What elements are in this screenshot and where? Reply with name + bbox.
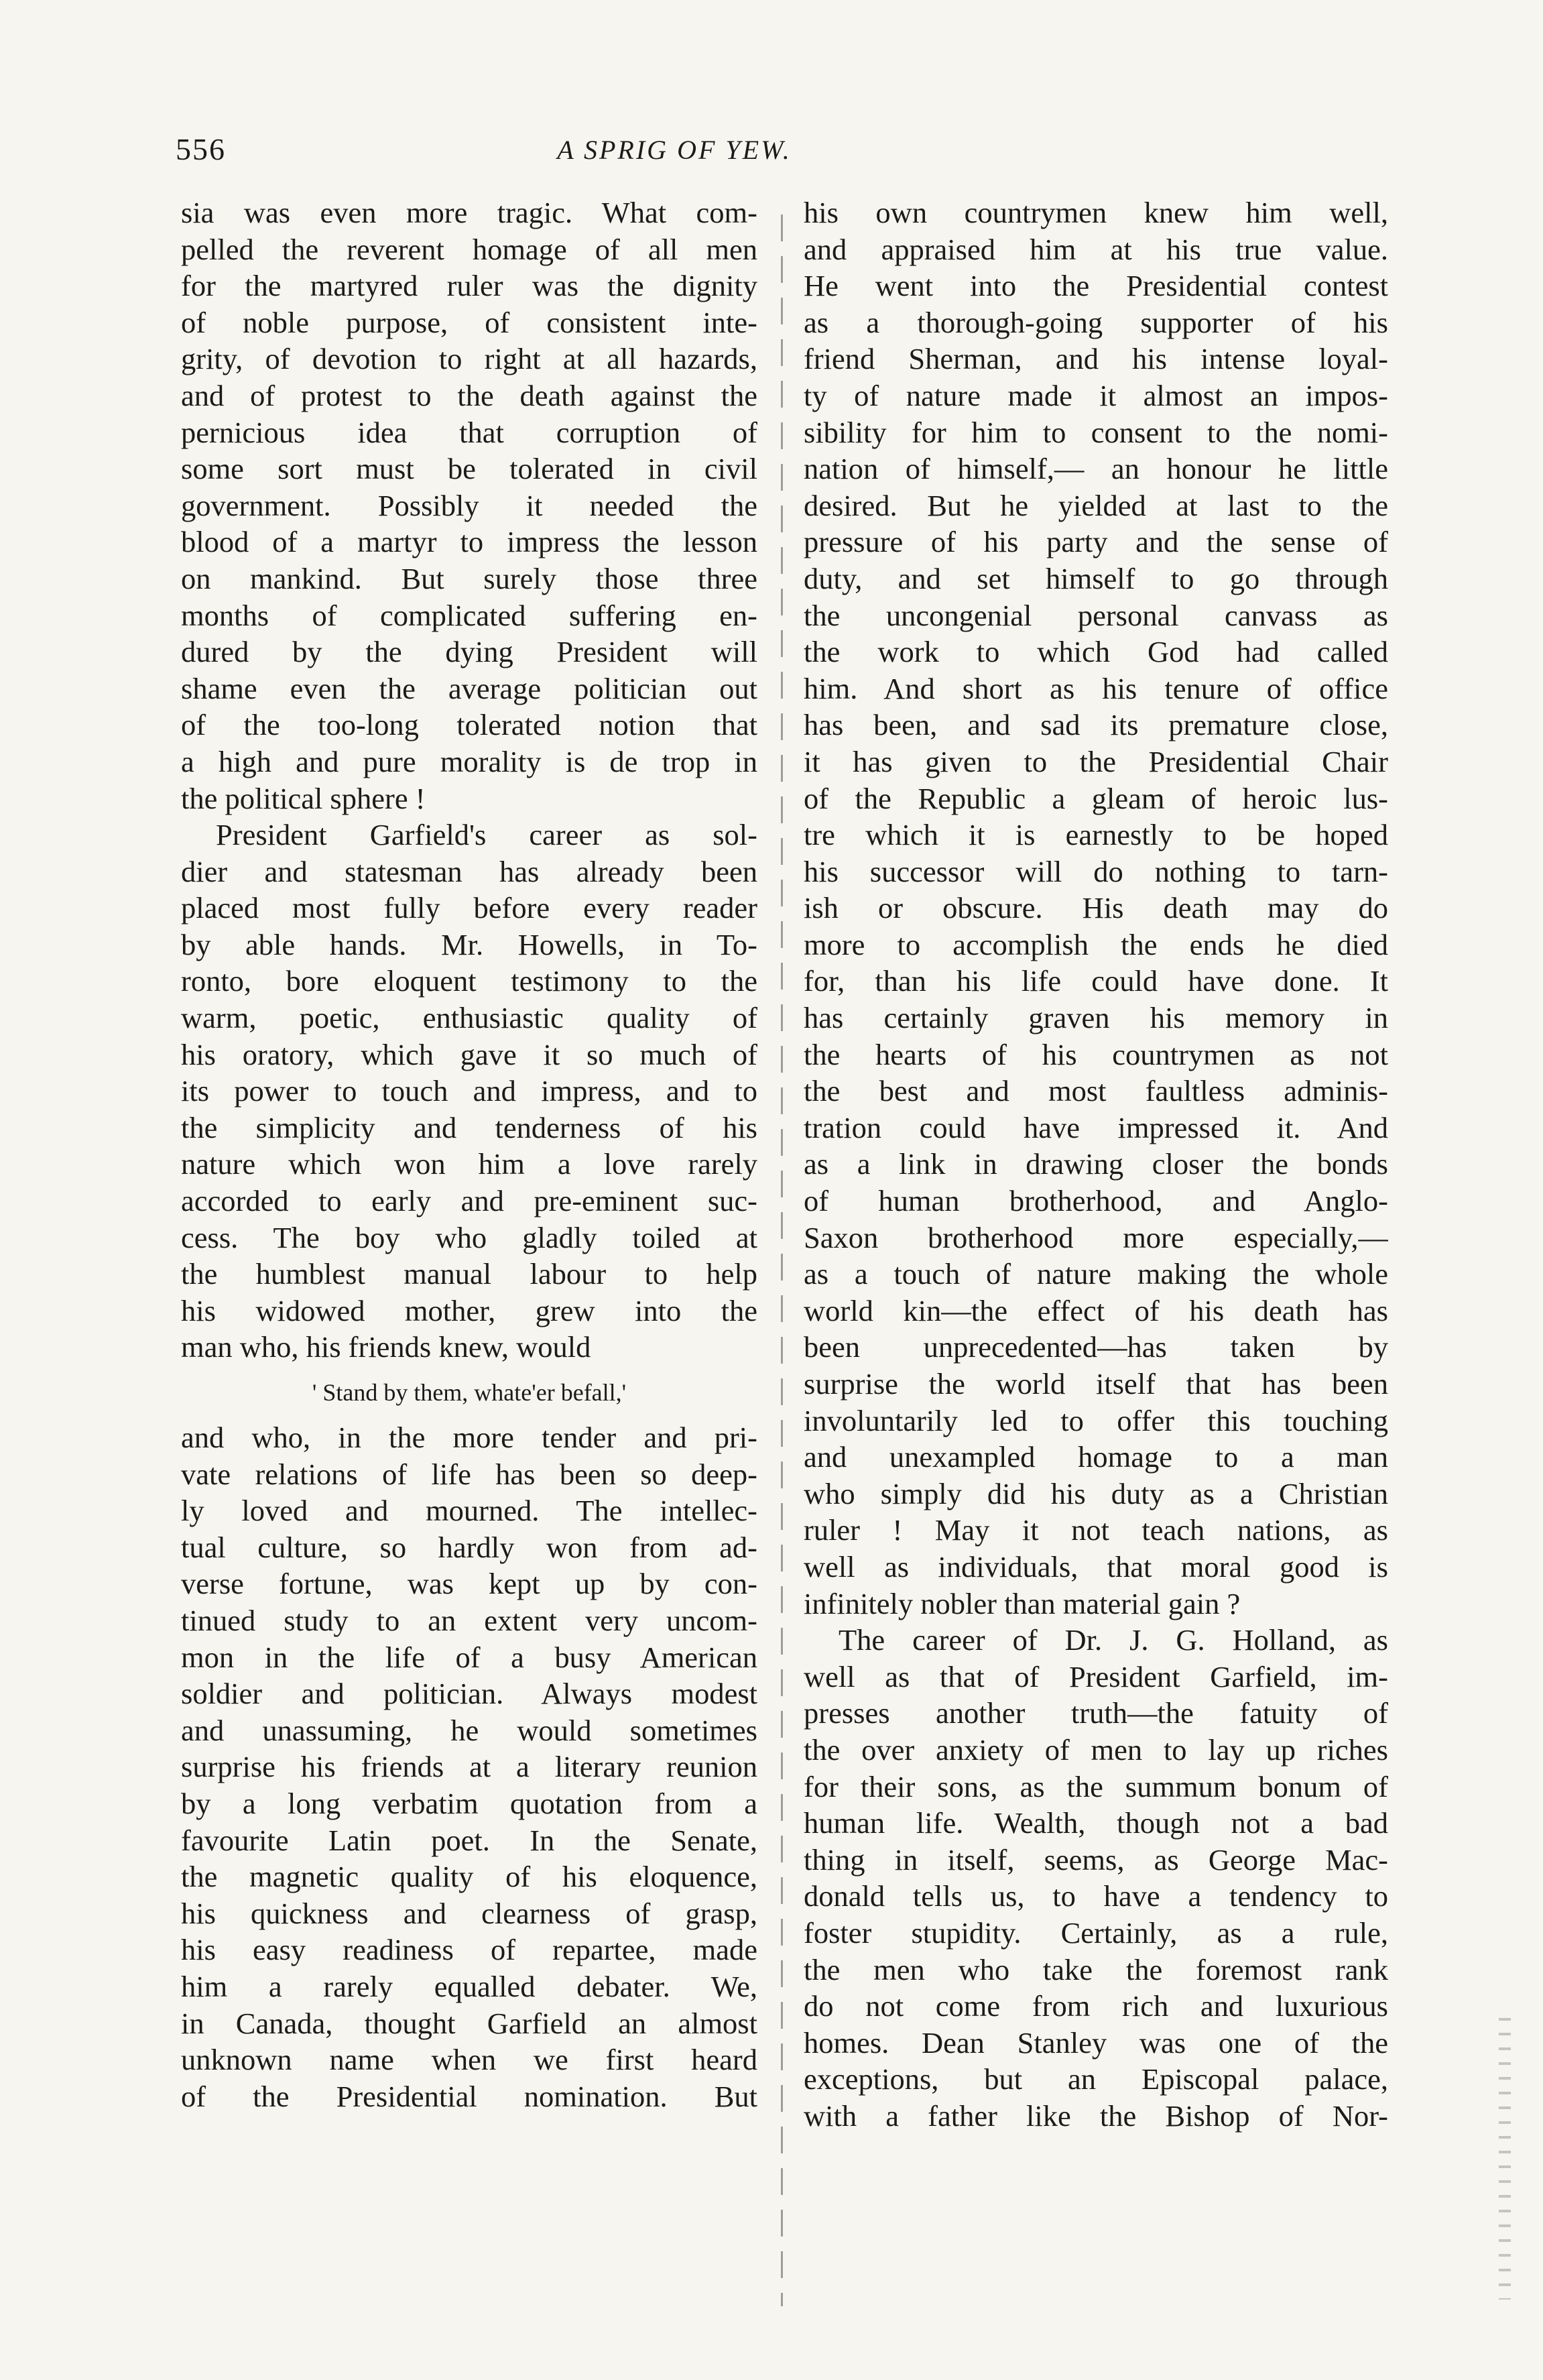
text-line: unknown name when we first heard xyxy=(181,2043,757,2077)
text-line: surprise his friends at a literary reunion xyxy=(181,1750,757,1784)
text-line: duty, and set himself to go through xyxy=(804,561,1388,595)
text-line: tre which it is earnestly to be hoped xyxy=(804,818,1388,852)
text-line: and of protest to the death against the xyxy=(181,378,757,412)
text-line: dier and statesman has already been xyxy=(181,854,757,888)
text-line: of human brotherhood, and Anglo- xyxy=(804,1184,1388,1218)
text-line: infinitely nobler than material gain ? xyxy=(804,1586,1241,1620)
text-line: with a father like the Bishop of Nor- xyxy=(804,2098,1388,2133)
text-line: ty of nature made it almost an impos- xyxy=(804,378,1388,412)
text-line: for the martyred ruler was the dignity xyxy=(181,269,757,303)
page-edge-marks xyxy=(1499,2018,1511,2300)
text-line: his own countrymen knew him well, xyxy=(804,196,1388,229)
text-line: homes. Dean Stanley was one of the xyxy=(804,2025,1388,2060)
text-line: and appraised him at his true value. xyxy=(804,232,1388,266)
page-header xyxy=(176,131,932,178)
text-line: pernicious idea that corruption of xyxy=(181,415,757,449)
text-line: nation of himself,— an honour he little xyxy=(804,452,1388,486)
text-line: and unexampled homage to a man xyxy=(804,1440,1388,1474)
running-title: A SPRIG OF YEW. xyxy=(557,135,792,165)
text-line: desired. But he yielded at last to the xyxy=(804,488,1388,522)
text-line: ly loved and mourned. The intellec- xyxy=(181,1494,757,1528)
text-line: the hearts of his countrymen as not xyxy=(804,1037,1388,1071)
text-line: do not come from rich and luxurious xyxy=(804,1989,1388,2023)
text-line: favourite Latin poet. In the Senate, xyxy=(181,1823,757,1857)
text-line: and unassuming, he would sometimes xyxy=(181,1713,757,1747)
text-line: as a thorough-going supporter of his xyxy=(804,305,1388,339)
text-line: pelled the reverent homage of all men xyxy=(181,232,757,266)
text-line: by a long verbatim quotation from a xyxy=(181,1786,757,1820)
text-line: ruler ! May it not teach nations, as xyxy=(804,1513,1388,1547)
text-line: pressure of his party and the sense of xyxy=(804,525,1388,559)
text-line: as a link in drawing closer the bonds xyxy=(804,1147,1388,1181)
text-line: the over anxiety of men to lay up riches xyxy=(804,1732,1388,1767)
text-line: cess. The boy who gladly toiled at xyxy=(181,1220,757,1254)
text-line: Saxon brotherhood more especially,— xyxy=(804,1220,1388,1254)
text-line: vate relations of life has been so deep- xyxy=(181,1457,757,1491)
text-line: ronto, bore eloquent testimony to the xyxy=(181,964,757,998)
text-line: sia was even more tragic. What com- xyxy=(181,196,757,229)
left-column xyxy=(181,194,757,2115)
text-line: sibility for him to consent to the nomi- xyxy=(804,415,1388,449)
text-line: the political sphere ! xyxy=(181,781,426,815)
text-line: He went into the Presidential contest xyxy=(804,269,1388,303)
text-line: of the too-long tolerated notion that xyxy=(181,708,757,742)
text-line: of noble purpose, of consistent inte- xyxy=(181,305,757,339)
text-line: some sort must be tolerated in civil xyxy=(181,452,757,486)
text-line: warm, poetic, enthusiastic quality of xyxy=(181,1001,757,1035)
text-line: months of complicated suffering en- xyxy=(181,598,757,632)
text-line: its power to touch and impress, and to xyxy=(181,1074,757,1108)
page-number: 556 xyxy=(176,132,226,166)
text-line: been unprecedented—has taken by xyxy=(804,1330,1388,1364)
text-line: ish or obscure. His death may do xyxy=(804,891,1388,925)
text-line: grity, of devotion to right at all hazards, xyxy=(181,342,757,376)
text-line: nature which won him a love rarely xyxy=(181,1147,757,1181)
text-line: on mankind. But surely those three xyxy=(181,561,757,595)
text-line: surprise the world itself that has been xyxy=(804,1367,1388,1401)
text-line: and who, in the more tender and pri- xyxy=(181,1421,757,1454)
text-line: well as individuals, that moral good is xyxy=(804,1549,1388,1584)
text-line: by able hands. Mr. Howells, in To- xyxy=(181,927,757,961)
text-line: dured by the dying President will xyxy=(181,635,757,669)
text-line: soldier and politician. Always modest xyxy=(181,1677,757,1711)
text-line: mon in the life of a busy American xyxy=(181,1640,757,1674)
text-line: exceptions, but an Episcopal palace, xyxy=(804,2062,1388,2096)
text-line: of the Presidential nomination. But xyxy=(181,2079,757,2113)
text-line: presses another truth—the fatuity of xyxy=(804,1696,1388,1730)
text-line: verse fortune, was kept up by con- xyxy=(181,1567,757,1601)
text-line: the humblest manual labour to help xyxy=(181,1257,757,1291)
text-line: man who, his friends knew, would xyxy=(181,1330,591,1364)
text-line: friend Sherman, and his intense loyal- xyxy=(804,342,1388,376)
right-column xyxy=(804,194,1388,2134)
text-line: his successor will do nothing to tarn- xyxy=(804,854,1388,888)
text-line: him. And short as his tenure of office xyxy=(804,671,1388,705)
text-line: it has given to the Presidential Chair xyxy=(804,744,1388,778)
text-line: President Garfield's career as sol- xyxy=(216,818,757,852)
text-line: of the Republic a gleam of heroic lus- xyxy=(804,781,1388,815)
text-line: the best and most faultless adminis- xyxy=(804,1074,1388,1108)
text-line: his quickness and clearness of grasp, xyxy=(181,1896,757,1930)
text-line: him a rarely equalled debater. We, xyxy=(181,1969,757,2003)
text-line: for their sons, as the summum bonum of xyxy=(804,1769,1388,1803)
text-line: the work to which God had called xyxy=(804,635,1388,669)
text-line: the men who take the foremost rank xyxy=(804,1952,1388,1986)
text-line: government. Possibly it needed the xyxy=(181,488,757,522)
text-line: foster stupidity. Certainly, as a rule, xyxy=(804,1915,1388,1950)
text-line: for, than his life could have done. It xyxy=(804,964,1388,998)
text-line: has certainly graven his memory in xyxy=(804,1001,1388,1035)
text-line: in Canada, thought Garfield an almost xyxy=(181,2006,757,2040)
text-line: accorded to early and pre-eminent suc- xyxy=(181,1184,757,1218)
text-line: a high and pure morality is de trop in xyxy=(181,744,757,778)
text-line: his oratory, which gave it so much of xyxy=(181,1037,757,1071)
text-line: the magnetic quality of his eloquence, xyxy=(181,1860,757,1894)
text-line: involuntarily led to offer this touching xyxy=(804,1403,1388,1437)
text-line: donald tells us, to have a tendency to xyxy=(804,1879,1388,1913)
text-line: human life. Wealth, though not a bad xyxy=(804,1806,1388,1840)
text-line: blood of a martyr to impress the lesson xyxy=(181,525,757,559)
text-line: his easy readiness of repartee, made xyxy=(181,1933,757,1967)
column-divider xyxy=(781,215,783,2306)
text-line: world kin—the effect of his death has xyxy=(804,1293,1388,1327)
text-line: well as that of President Garfield, im- xyxy=(804,1659,1388,1693)
text-line: tual culture, so hardly won from ad- xyxy=(181,1530,757,1564)
text-line: placed most fully before every reader xyxy=(181,891,757,925)
text-line: the simplicity and tenderness of his xyxy=(181,1110,757,1144)
text-line: The career of Dr. J. G. Holland, as xyxy=(839,1623,1388,1657)
quotation-line: ' Stand by them, whate'er befall,' xyxy=(312,1379,627,1406)
text-line: the uncongenial personal canvass as xyxy=(804,598,1388,632)
text-line: has been, and sad its premature close, xyxy=(804,708,1388,742)
text-line: who simply did his duty as a Christian xyxy=(804,1476,1388,1510)
text-line: tration could have impressed it. And xyxy=(804,1110,1388,1144)
text-line: tinued study to an extent very uncom- xyxy=(181,1603,757,1637)
text-line: thing in itself, seems, as George Mac- xyxy=(804,1842,1388,1877)
text-line: shame even the average politician out xyxy=(181,671,757,705)
text-line: as a touch of nature making the whole xyxy=(804,1257,1388,1291)
text-line: his widowed mother, grew into the xyxy=(181,1293,757,1327)
text-line: more to accomplish the ends he died xyxy=(804,927,1388,961)
